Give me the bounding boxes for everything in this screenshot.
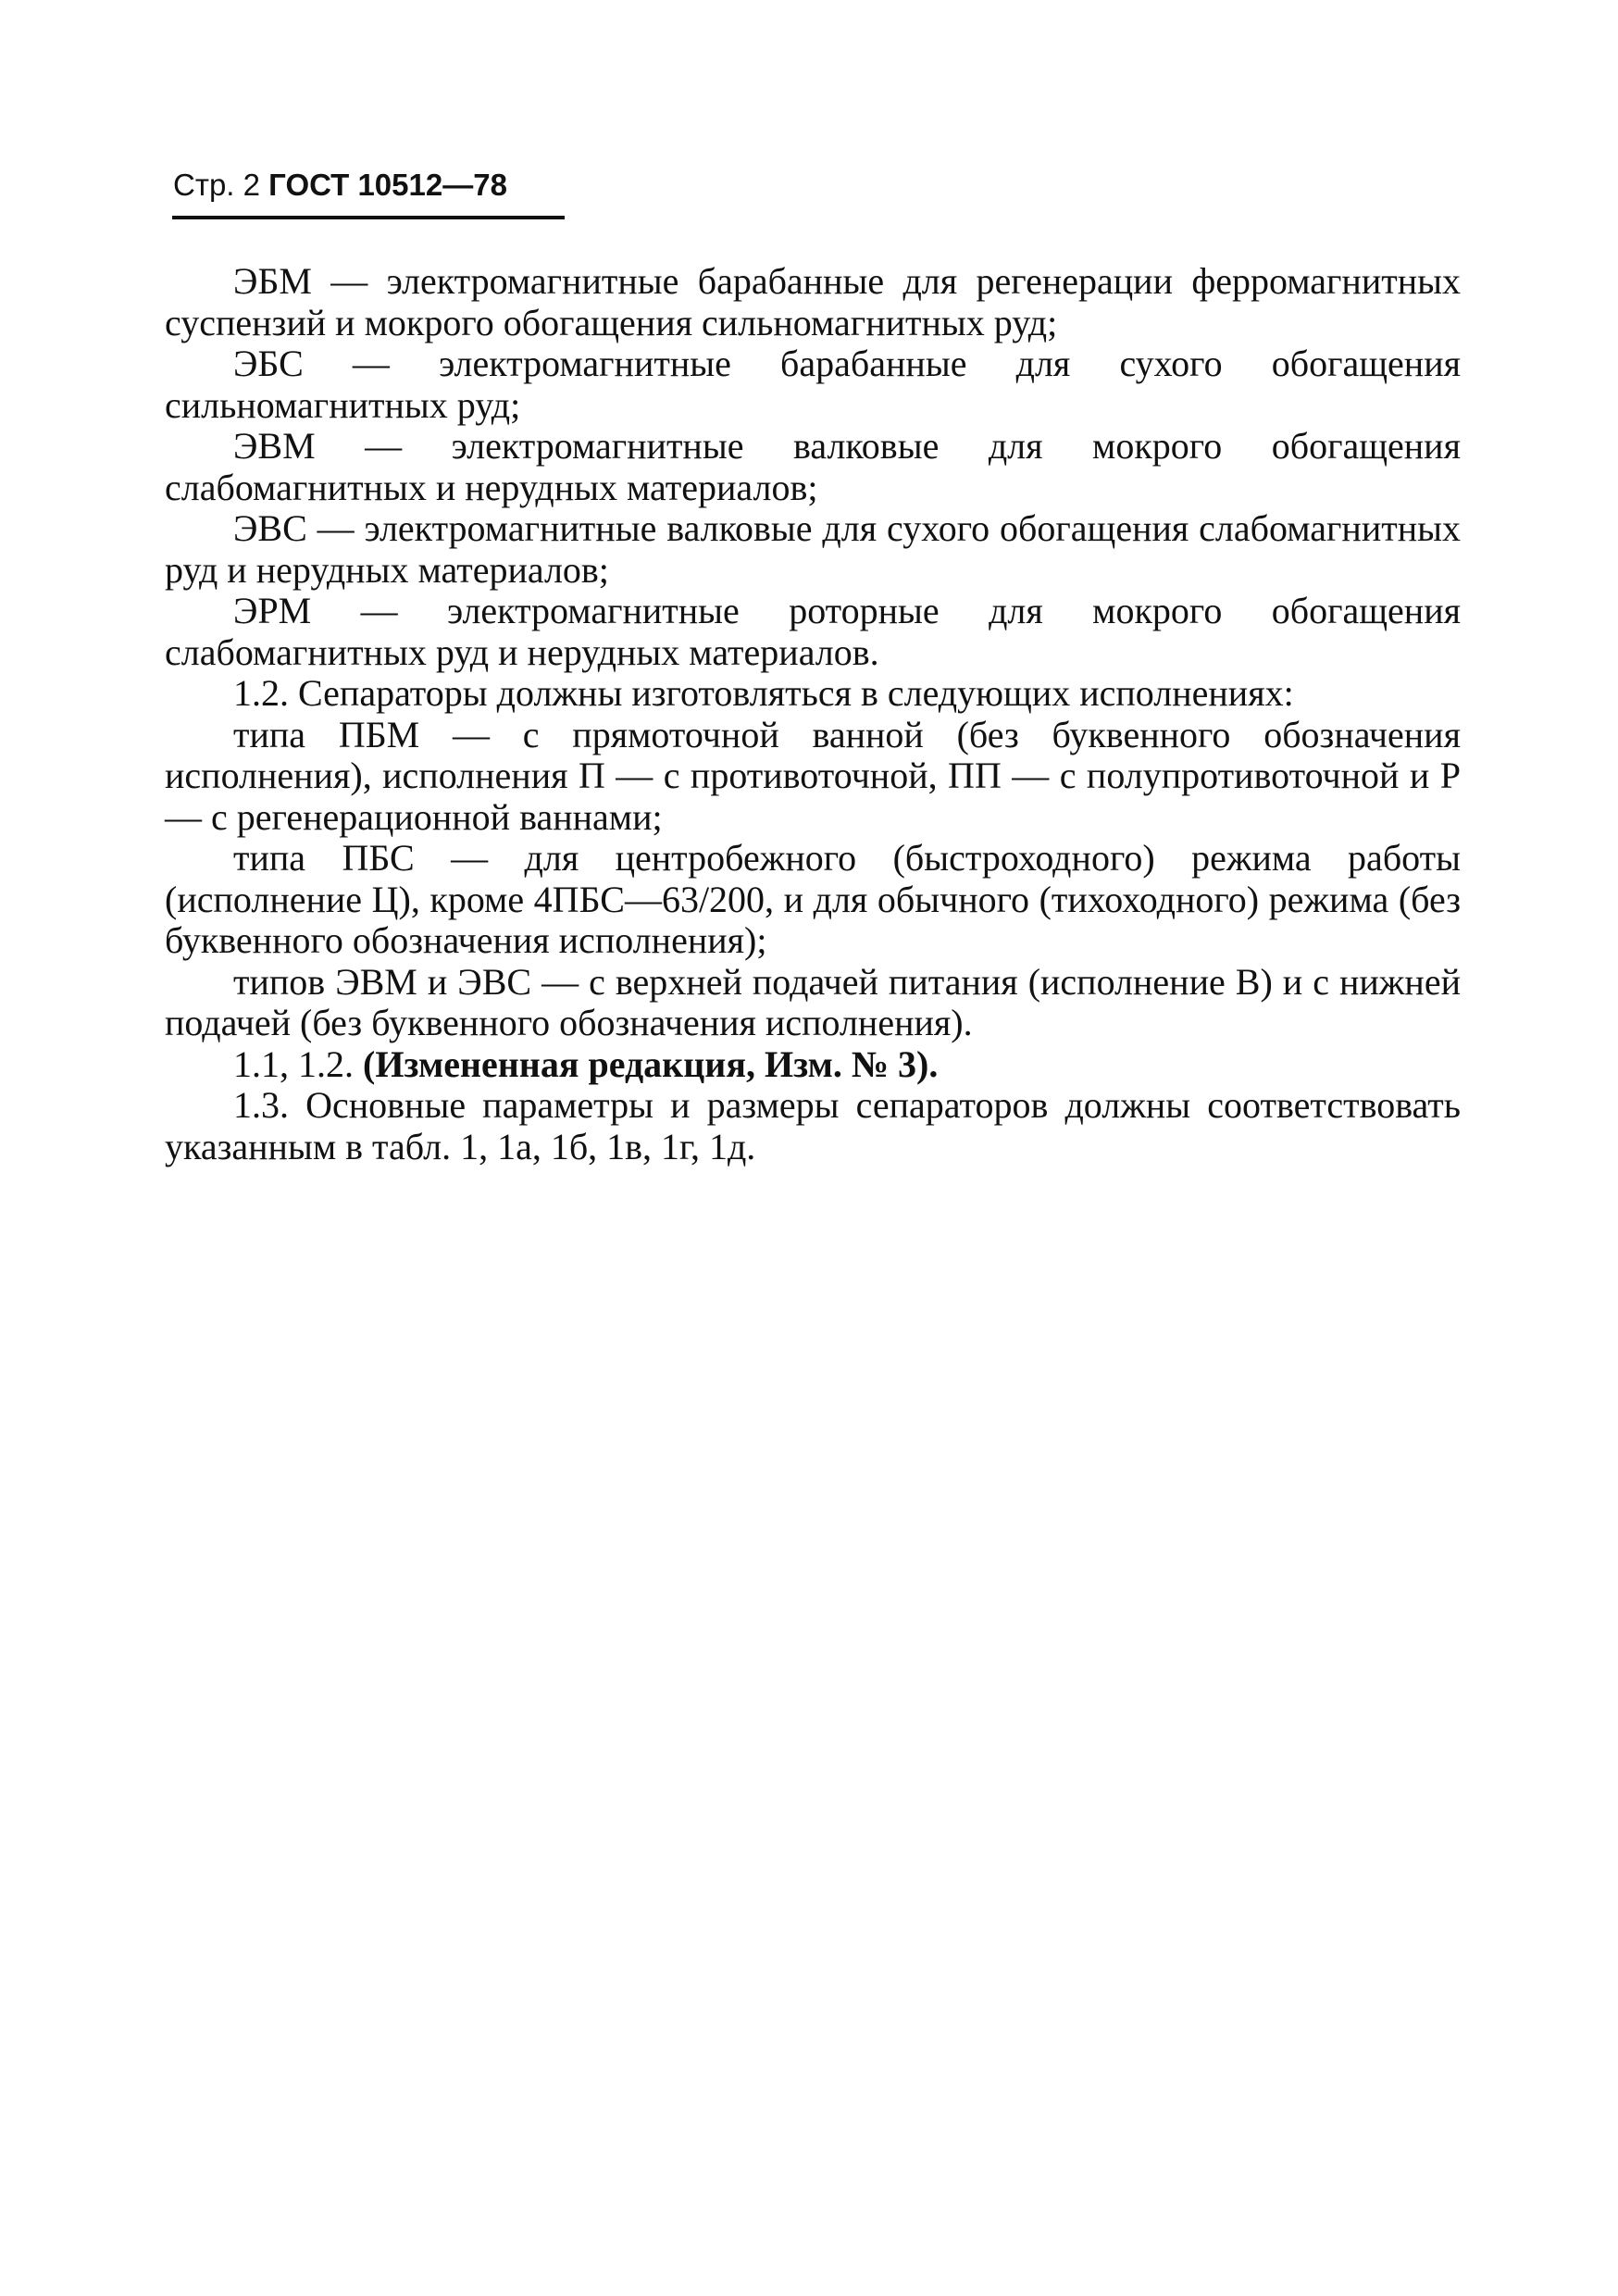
paragraph-ebs: ЭБС — электромагнитные барабанные для сухого обогащения сильномагнитных руд; bbox=[165, 343, 1461, 426]
document-body bbox=[165, 261, 1461, 1167]
amendment-note bbox=[165, 1044, 1461, 1086]
paragraph-ebm: ЭБМ — электромагнитные барабанные для регенерации ферромагнитных суспензий и мокрого обогащения сильномагнитных руд; bbox=[165, 260, 1461, 343]
paragraph-evm: ЭВМ — электромагнитные валковые для мокрого обогащения слабомагнитных и нерудных материалов; bbox=[165, 425, 1461, 508]
paragraph-evs: ЭВС — электромагнитные валковые для сухого обогащения слабомагнитных руд и нерудных материалов; bbox=[165, 507, 1461, 591]
paragraph-type-pbs: типа ПБС — для центробежного (быстроходного) режима работы (исполнение Ц), кроме 4ПБС—63/200, и для обычного (тихоходного) режима (без буквенного обозначения исполнения); bbox=[165, 837, 1461, 961]
amendment-clauses: 1.1, 1.2. bbox=[233, 1042, 354, 1085]
page-number: Стр. 2 bbox=[173, 168, 260, 202]
paragraph-clause-1-3: 1.3. Основные параметры и размеры сепараторов должны соответствовать указанным в табл. 1, 1а, 1б, 1в, 1г, 1д. bbox=[165, 1084, 1461, 1167]
document-code: ГОСТ 10512—78 bbox=[268, 168, 507, 202]
header-divider bbox=[172, 216, 565, 219]
paragraph-clause-1-2: 1.2. Сепараторы должны изготовляться в следующих исполнениях: bbox=[233, 672, 1294, 714]
paragraph-type-pbm: типа ПБМ — с прямоточной ванной (без буквенного обозначения исполнения), исполнения П — с противоточной, ПП — с полупротивоточной и Р — с регенерационной ваннами; bbox=[165, 713, 1461, 838]
paragraph-erm: ЭРМ — электромагнитные роторные для мокрого обогащения слабомагнитных руд и нерудных материалов. bbox=[165, 590, 1461, 673]
paragraph-types-evm-evs: типов ЭВМ и ЭВС — с верхней подачей питания (исполнение В) и с нижней подачей (без буквенного обозначения исполнения). bbox=[165, 960, 1461, 1043]
amendment-text: (Измененная редакция, Изм. № 3). bbox=[363, 1042, 939, 1085]
page-header bbox=[173, 167, 507, 204]
